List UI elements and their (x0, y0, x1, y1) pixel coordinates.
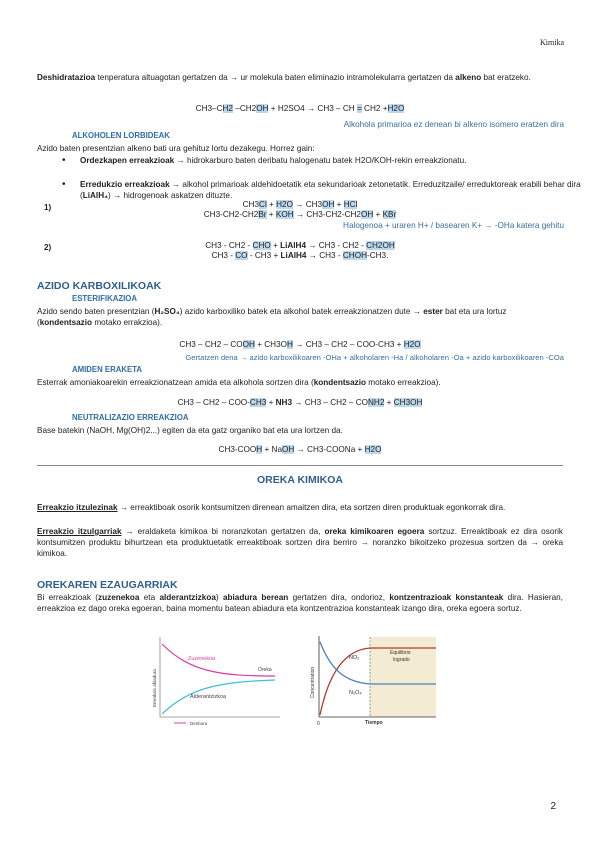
kontzentrazioak-term: kontzentrazioak konstanteak (389, 593, 504, 602)
eq-part: → CH3 - (306, 251, 343, 260)
text: → eraldaketa kimikoa bi noranzkotan gertatzen da, (121, 527, 325, 536)
bullet-ordezkapen (52, 155, 591, 166)
erredukzio-term: Erredukzio erreakzioak (80, 180, 170, 190)
neutralizazio-text: Base batekin (NaOH, Mg(OH)2...) egiten da eta gatz organiko bat eta ura lortzen da. (37, 426, 343, 435)
text: motako errakzioa). (92, 318, 163, 328)
eq-hl: H2O (364, 445, 382, 454)
eq-part: → CH3-CH2-CH2 (293, 210, 361, 219)
lorbideak-intro: Azido baten presentzian alkeno bati ura gehituz lortu dezakegu. Horrez gain: (37, 144, 315, 153)
alkeno-term: alkeno (455, 73, 482, 82)
reverse-label: Alderantzizkoa (190, 694, 227, 700)
eq-part: + (334, 200, 344, 209)
eq-part: - CH3 + (247, 251, 281, 260)
eq-part: → CH3 (292, 200, 323, 209)
esterifikazioa-title: ESTERIFIKAZIOA (72, 294, 137, 303)
deshidratazio-note: Alkohola primarioa ez denean bi alkeno isomero eratzen dira (343, 120, 564, 129)
eq-part: + (266, 210, 276, 219)
eq-part: –CH2 (232, 104, 257, 113)
eq-part: → CH3 - CH2 - (306, 241, 367, 250)
oreka-title: OREKA KIMIKOA (257, 474, 343, 486)
eq-hl: HCl (343, 200, 358, 209)
eq-part: CH3 – CH2 – COO- (177, 398, 250, 407)
eq-part: + (266, 398, 276, 407)
eq-hl: OH (282, 445, 295, 454)
eq-part: → CH3 – CH2 – CO (292, 398, 369, 407)
eq-hl: CH2OH (366, 241, 395, 250)
itzulgarriak-term: Erreakzio itzulgarriak (37, 527, 122, 536)
eq-part: CH3 – CH2 – CO (179, 340, 243, 349)
eq-bold: LiAlH4 (280, 241, 307, 250)
reaction-rate-figure (150, 632, 285, 727)
text: gertatzen dira, ondorioz, (288, 593, 390, 602)
eq-part: + Na (262, 445, 283, 454)
itzulezinak-term: Erreakzio itzulezinak (37, 503, 118, 512)
eq-hl: KBr (382, 210, 397, 219)
eq-part: → CH3 – CH2 – COO-CH3 + (292, 340, 404, 349)
abiadura-term: abiadura berean (222, 593, 289, 602)
eq-part: CH2 + (361, 104, 388, 113)
ezaugarriak-paragraph (37, 592, 563, 614)
amiden-equation (37, 397, 563, 408)
itzulezinak-paragraph (37, 502, 563, 513)
eq-bold: LiAlH4 (280, 251, 307, 260)
concentration-figure (305, 632, 440, 727)
eq-part: CH3-COO (218, 445, 257, 454)
eq-part: + (266, 200, 277, 209)
eq-part: → CH3-COONa + (294, 445, 365, 454)
lorbideak-title: ALKOHOLEN LORBIDEAK (72, 131, 170, 140)
eq-hl: Cl (259, 200, 267, 209)
example-2-eq2 (150, 250, 450, 261)
eq-part: CH3 - (211, 251, 236, 260)
bullet-erredukzio (52, 179, 591, 201)
text: → alkohol primarioak aldehidoetatik eta sekundarioak zetonetatik. Erreduzitzaile/ erreduktoreak erabili behar dira ( (80, 180, 581, 201)
header-subject: Kimika (540, 38, 564, 47)
zuzenekoa-term: zuzenekoa (98, 593, 140, 602)
neutralizazio-equation (37, 444, 563, 455)
equilibrium-label-1: Equilibrio (390, 650, 411, 656)
text: bat eratzeko. (481, 73, 531, 82)
eq-hl: Br (258, 210, 267, 219)
eq-hl: H2O (403, 340, 421, 349)
text: → hidrokarburo baten deribatu halogenatu batek H2O/KOH-rekin erreakzionatu. (174, 156, 467, 165)
neutralizazio-title: NEUTRALIZAZIO ERREAKZIOA (72, 413, 189, 422)
ester-term: ester (423, 307, 443, 316)
eq-part: CH3 - CH2 - (205, 241, 253, 250)
eq-hl: OH (322, 200, 335, 209)
alderantzizkoa-term: alderantzizkoa (159, 593, 216, 602)
x-label: Tiempo (365, 720, 383, 726)
text: Esterrak amoniakoarekin erreakzionatzean amida eta alkohola sortzen dira ( (37, 378, 314, 387)
equilibrium-label: Oreka (258, 667, 272, 673)
page-number: 2 (550, 801, 556, 812)
deshidratazio-equation (37, 103, 563, 114)
eq-hl: = (356, 104, 362, 113)
eq-hl: CH3 (249, 398, 267, 407)
text: Bi erreakzioak ( (37, 593, 98, 602)
kondentsazio-term: kondentsazio (39, 318, 93, 328)
example-2-label: 2) (44, 243, 52, 252)
forward-label: Zuzenekoa (188, 656, 216, 662)
text: Azido sendo baten presentzian ( (37, 307, 155, 316)
eq-hl: CH3OH (393, 398, 423, 407)
esterifikazio-equation (37, 339, 563, 350)
itzulgarriak-paragraph (37, 526, 563, 559)
equilibrium-region (370, 637, 436, 717)
text: bat eta ura lortuz ( (37, 307, 507, 328)
oreka-egoera-term: oreka kimikoaren egoera (324, 527, 425, 536)
eq-part: + H2SO4 → CH3 – CH (268, 104, 357, 113)
y-label: Concentration (310, 666, 316, 698)
eq-hl: OH (242, 340, 255, 349)
deshidratazioa-term: Deshidratazioa (37, 73, 96, 82)
eq-hl: H (287, 340, 293, 349)
esterifikazioa-text (37, 306, 563, 328)
ezaugarriak-title: OREKAREN EZAUGARRIAK (37, 579, 178, 591)
text: ) (215, 593, 223, 602)
eq-hl: OH (360, 210, 374, 219)
equilibrium-label-2: logrado (393, 657, 410, 663)
eq-part: CH3 (242, 200, 260, 209)
eq-hl: H2O (276, 200, 293, 209)
eq-hl: H2O (387, 104, 405, 113)
deshidratazioa-paragraph (37, 72, 563, 83)
amiden-title: AMIDEN ERAKETA (72, 365, 143, 374)
kondentsazio-term: kondentsazio (313, 378, 367, 387)
y-label: Erreakzio abiadura (152, 669, 157, 707)
text: tenperatura altuagotan gertatzen da → ur molekula baten eliminazio intramolekularra gertatzen da (95, 73, 456, 82)
eq-part: + (270, 241, 281, 250)
ordezkapen-term: Ordezkapen erreakzioak (80, 156, 175, 165)
origin-label: 0 (317, 721, 320, 727)
eq-bold: NH3 (275, 398, 293, 407)
esterifikazio-note: Gertatzen dena → azido karboxilikoaren -OHa + alkoholaren -Ha / alkoholaren -Oa + azido karboxilikoaren -COa (185, 353, 564, 362)
amiden-text (37, 377, 563, 388)
eq-part: + CH3O (254, 340, 288, 349)
lialh4-term: LiAlH₄ (82, 191, 109, 201)
eq-part: + (373, 210, 383, 219)
n2o4-label: N₂O₄ (349, 690, 362, 696)
text: ) azido karboxiliko batek eta alkohol batek erreakzionatzen dute → (179, 307, 424, 316)
text: sortzuz. Erreaktiboak ez dira osorik kontsumitzen produktu bihurtzean eta produktuetatik erreaktiboak sortzen dira berriro → noranzko bikoitzeko prozesua sortzen da → oreka kimikoa. (37, 527, 564, 559)
karboxilikoak-title: AZIDO KARBOXILIKOAK (37, 280, 162, 292)
eq-hl: CHOH (342, 251, 367, 260)
text: → erreaktiboak osorik kontsumitzen direnean amaitzen dira, eta sortzen diren produktuak egonkorrak dira. (117, 503, 506, 512)
eq-part: CH3-CH2-CH2 (203, 210, 259, 219)
eq-hl: CHO (252, 241, 271, 250)
eq-hl: CO (235, 251, 248, 260)
text: eta (139, 593, 160, 602)
eq-part: -CH3. (367, 251, 389, 260)
text: dira. Hasieran, erreakzioa ez dago oreka egoeran, baina momentu batean abiadura eta kontzentrazioa konstanteak izango dira, oreka egoera sortuz. (37, 593, 563, 614)
eq-hl: KOH (275, 210, 294, 219)
text: motako erreakzioa). (366, 378, 441, 387)
eq-hl: OH (256, 104, 269, 113)
eq-hl: H2 (222, 104, 233, 113)
eq-part: CH3–C (195, 104, 223, 113)
example-1-label: 1) (44, 203, 52, 212)
section-divider (37, 465, 563, 466)
eq-hl: H (256, 445, 263, 454)
h2so4-term: H₂SO₄ (154, 307, 180, 316)
text: ) → hidrogenoak askatzen dituzte. (108, 191, 233, 201)
no2-label: NO₂ (349, 655, 360, 661)
example-1-note: Halogenoa + uraren H+ / basearen K+ → -OHa katera gehitu (343, 221, 564, 230)
eq-hl: NH2 (368, 398, 385, 407)
x-label: Denbora (190, 721, 208, 726)
example-1-eq2 (150, 209, 450, 220)
eq-part: + (384, 398, 394, 407)
